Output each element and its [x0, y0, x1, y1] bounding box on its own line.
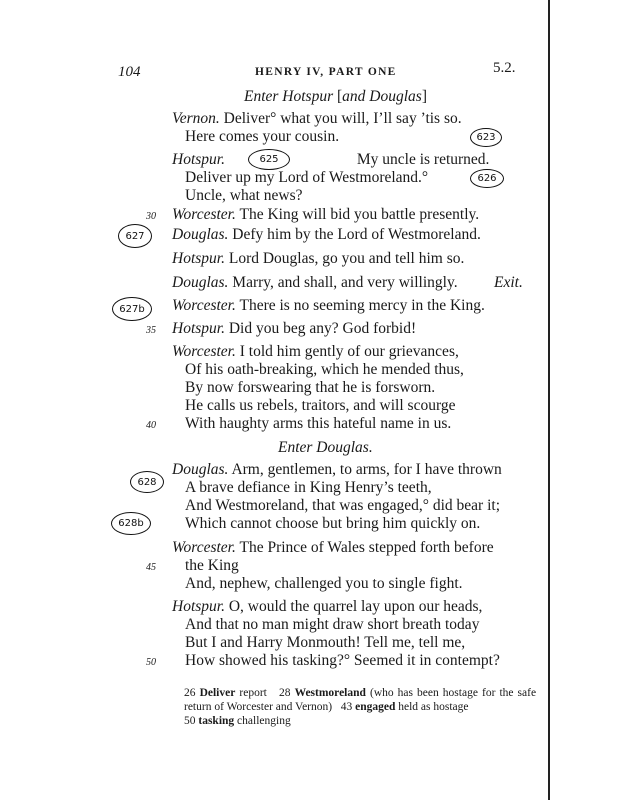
line-text: Arm, gentlemen, to arms, for I have thrown — [231, 461, 502, 478]
line-text: How showed his tasking?° Seemed it in contempt? — [185, 652, 500, 669]
running-head: HENRY IV, PART ONE — [255, 66, 397, 78]
verse-line — [185, 497, 500, 514]
verse-line — [172, 343, 459, 360]
line-text: Did you beg any? God forbid! — [228, 320, 417, 337]
line-text: And Westmoreland, that was engaged,° did bear it; — [185, 497, 501, 514]
handwritten-annotation: 626 — [470, 169, 504, 188]
verse-line — [172, 226, 481, 243]
handwritten-annotation: 623 — [470, 128, 502, 147]
scan-edge-line — [548, 0, 550, 800]
handwritten-annotation: 627b — [112, 297, 152, 321]
speaker-name: Douglas. — [172, 226, 229, 243]
line-text: A brave defiance in King Henry’s teeth, — [185, 479, 432, 496]
line-number: 45 — [146, 562, 156, 573]
line-text: Which cannot choose but bring him quickly on. — [185, 515, 481, 532]
handwritten-annotation: 625 — [248, 149, 290, 170]
speaker-name: Worcester. — [172, 206, 236, 223]
verse-line — [172, 274, 458, 291]
line-number: 50 — [146, 657, 156, 668]
verse-line — [185, 634, 465, 651]
line-text: I told him gently of our grievances, — [239, 343, 459, 360]
line-text: And, nephew, challenged you to single fight. — [185, 575, 463, 592]
line-text: He calls us rebels, traitors, and will scourge — [185, 397, 456, 414]
line-text: With haughty arms this hateful name in us. — [185, 415, 452, 432]
handwritten-annotation: 627 — [118, 224, 152, 248]
verse-line — [172, 539, 494, 556]
speaker-name: Hotspur. — [172, 250, 225, 267]
verse-line — [185, 361, 464, 378]
line-text: There is no seeming mercy in the King. — [239, 297, 485, 314]
verse-line — [172, 151, 489, 168]
exit-direction: Exit. — [494, 274, 523, 291]
verse-line — [172, 461, 502, 478]
verse-line — [172, 297, 485, 314]
scene-number: 5.2. — [493, 60, 516, 76]
speaker-name: Worcester. — [172, 297, 236, 314]
speaker-name: Worcester. — [172, 343, 236, 360]
verse-line — [172, 110, 462, 127]
line-number: 35 — [146, 325, 156, 336]
verse-line — [185, 379, 435, 396]
footnote: 50 tasking challenging — [184, 715, 291, 727]
footnotes — [184, 686, 536, 728]
line-text: Here comes your cousin. — [185, 128, 340, 145]
line-text: The King will bid you battle presently. — [239, 206, 480, 223]
stage-direction: Enter Douglas. — [278, 439, 373, 456]
verse-line — [172, 320, 416, 337]
verse-line — [172, 206, 479, 223]
line-text: Defy him by the Lord of Westmoreland. — [232, 226, 481, 243]
speaker-name: Douglas. — [172, 461, 229, 478]
speaker-name: Vernon. — [172, 110, 220, 127]
footnote: 26 Deliver report — [184, 687, 267, 699]
verse-line — [185, 169, 428, 186]
footnote: 43 engaged held as hostage — [340, 701, 469, 713]
verse-line — [185, 479, 432, 496]
verse-line — [185, 397, 455, 414]
line-text: the King — [185, 557, 239, 574]
line-text: Deliver° what you will, I’ll say ’tis so. — [223, 110, 462, 127]
line-text: And that no man might draw short breath today — [185, 616, 480, 633]
line-text: Of his oath-breaking, which he mended thus, — [185, 361, 464, 378]
verse-line — [185, 515, 480, 532]
line-text: Marry, and shall, and very willingly. — [232, 274, 458, 291]
footnote: 28 Westmoreland (who has been hostage for the safe return of Worcester and Vernon) — [184, 687, 537, 713]
verse-line — [185, 557, 239, 574]
verse-line — [185, 575, 463, 592]
line-text: O, would the quarrel lay upon our heads, — [228, 598, 483, 615]
speaker-name: Hotspur. — [172, 151, 225, 168]
verse-line — [172, 250, 464, 267]
verse-line — [185, 652, 500, 669]
speaker-name: Hotspur. — [172, 320, 225, 337]
verse-line — [172, 598, 482, 615]
line-text: My uncle is returned. — [356, 151, 490, 168]
verse-line — [185, 187, 303, 204]
speaker-name: Worcester. — [172, 539, 236, 556]
speaker-name: Hotspur. — [172, 598, 225, 615]
verse-line — [185, 616, 479, 633]
line-text: Lord Douglas, go you and tell him so. — [228, 250, 465, 267]
line-text: Deliver up my Lord of Westmoreland.° — [185, 169, 429, 186]
line-text: Uncle, what news? — [185, 187, 303, 204]
line-text: The Prince of Wales stepped forth before — [239, 539, 494, 556]
verse-line — [185, 128, 339, 145]
line-text: By now forswearing that he is forsworn. — [185, 379, 436, 396]
line-text: But I and Harry Monmouth! Tell me, tell me, — [185, 634, 466, 651]
handwritten-annotation: 628 — [130, 471, 164, 493]
handwritten-annotation: 628b — [111, 512, 151, 535]
line-number: 40 — [146, 420, 156, 431]
page-number: 104 — [118, 64, 141, 80]
line-number: 30 — [146, 211, 156, 222]
stage-direction: Enter Hotspur [and Douglas] — [244, 88, 428, 105]
speaker-name: Douglas. — [172, 274, 229, 291]
verse-line — [185, 415, 451, 432]
